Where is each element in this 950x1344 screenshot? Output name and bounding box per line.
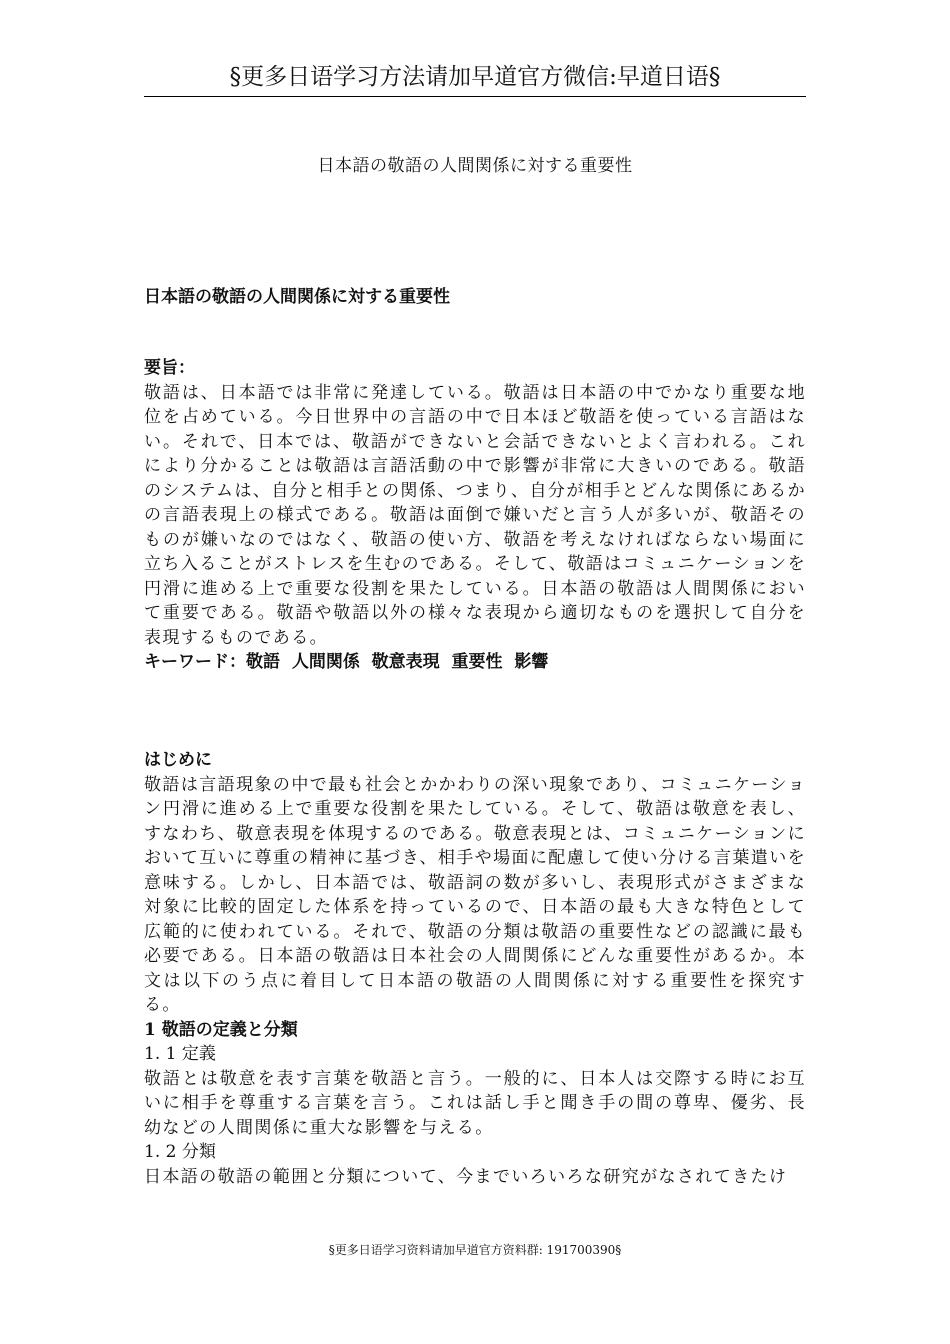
page-header: §更多日语学习方法请加早道官方微信:早道日语§: [229, 64, 721, 90]
page-footer: §更多日语学习资料请加早道官方资料群: 191700390§: [328, 1243, 622, 1257]
definition-text: 敬語とは敬意を表す言葉を敬語と言う。一般的に、日本人は交際する時にお互いに相手を尊重する言葉を言う。これは話し手と聞き手の間の尊卑、優劣、長幼などの人間関係に重大な影響を与える。: [144, 1068, 806, 1138]
classification-text: 日本語の敬語の範囲と分類について、今までいろいろな研究がなされてきたけ: [144, 1166, 788, 1187]
keywords-line: キーワード：敬語 人間関係 敬意表現 重要性 影響: [144, 652, 549, 672]
section-title-block: [144, 285, 806, 310]
abstract-text: 敬語は、日本語では非常に発達している。敬語は日本語の中でかなり重要な地位を占めている。今日世界中の言語の中で日本ほど敬語を使っている言語はない。それで、日本では、敬語ができないと会話できないとよく言われる。これにより分かることは敬語は言語活動の中で影響が非常に大きいのである。敬語のシステムは、自分と相手との関係、つまり、自分が相手とどんな関係にあるかの言語表現上の様式である。敬語は面倒で嫌いだと言う人が多いが、敬語そのものが嫌いなのではなく、敬語の使い方、敬語を考えなければならない場面に立ち入ることがストレスを生むのである。そして、敬語はコミュニケーションを円滑に進める上で重要な役割を果たしている。日本語の敬語は人間関係において重要である。敬語や敬語以外の様々な表現から適切なものを選択して自分を表現するものである。: [144, 382, 806, 648]
section-title: 日本語の敬語の人間関係に対する重要性: [144, 287, 450, 307]
abstract-section: [144, 356, 806, 675]
abstract-heading: 要旨：: [144, 358, 195, 378]
classification-subheading: 1. 2 分類: [144, 1142, 216, 1162]
introduction-text: 敬語は言語現象の中で最も社会とかかわりの深い現象であり、コミュニケーション円滑に進める上で重要な役割を果たしている。そして、敬語は敬意を表し、すなわち、敬意表現を体現するのである。敬意表現とは、コミュニケーションにおいて互いに尊重の精神に基づき、相手や場面に配慮して使い分ける言葉遣いを意味する。しかし、日本語では、敬語詞の数が多いし、表現形式がさまざまな対象に比較的固定した体系を持っているので、日本語の最も大きな特色として広範的に使われている。それで、敬語の分類は敬語の重要性などの認識に最も必要である。日本語の敬語は日本社会の人間関係にどんな重要性があるか。本文は以下のう点に着目して日本語の敬語の人間関係に対する重要性を探究する。: [144, 774, 806, 1015]
header-divider: [144, 96, 806, 97]
introduction-heading: はじめに: [144, 750, 212, 770]
introduction-section: [144, 748, 806, 1189]
document-title: 日本語の敬語の人間関係に対する重要性: [317, 156, 633, 176]
chapter1-heading: 1 敬語の定義と分類: [144, 1019, 298, 1040]
definition-subheading: 1. 1 定義: [144, 1044, 216, 1064]
